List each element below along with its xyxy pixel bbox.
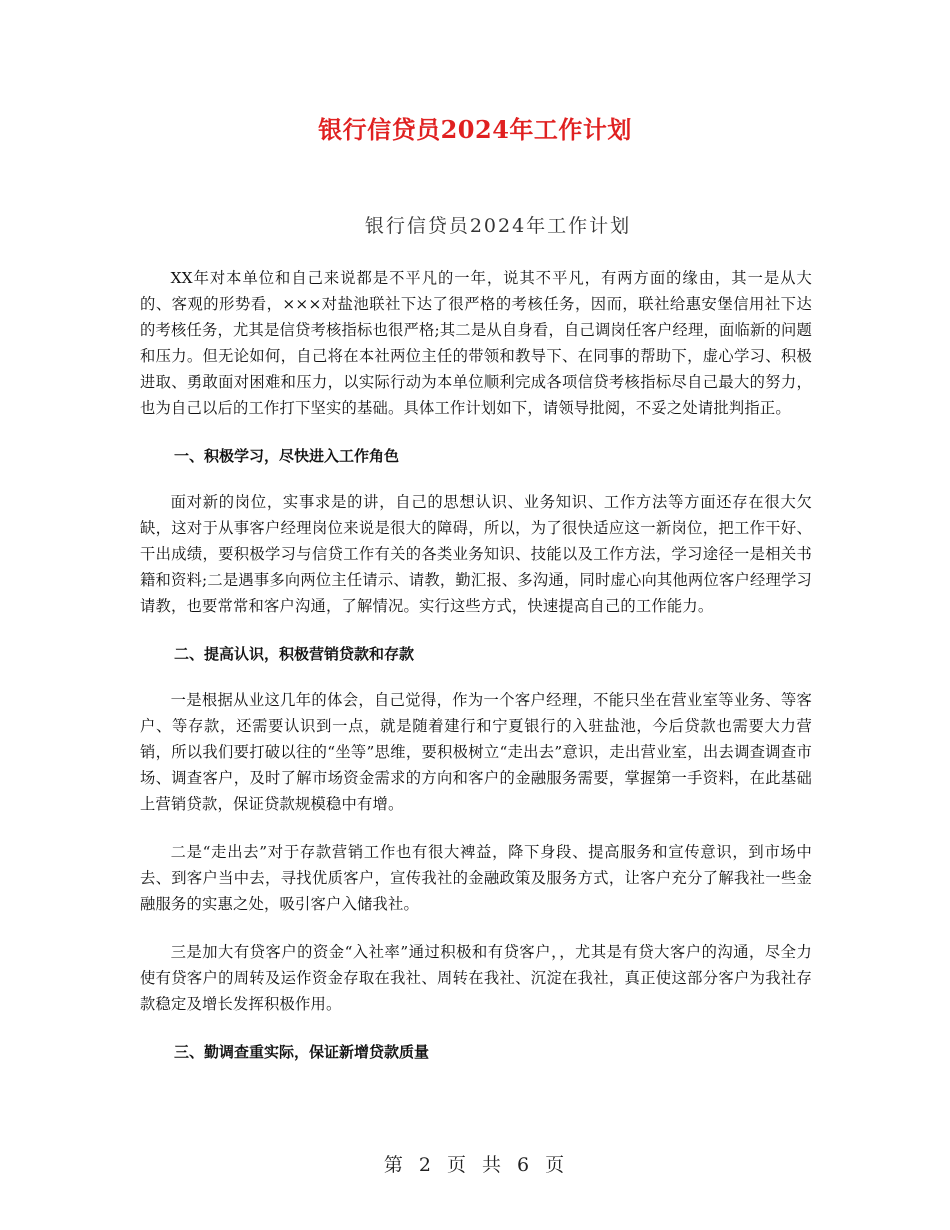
section-2-paragraph-2: 二是“走出去”对于存款营销工作也有很大裨益，降下身段、提高服务和宣传意识，到市场中去、到客户当中去，寻找优质客户，宣传我社的金融政策及服务方式，让客户充分了解我社一些金融服务的实惠之处，吸引客户入储我社。: [140, 843, 812, 913]
section-heading-3: 三、勤调查重实际，保证新增贷款质量: [174, 1043, 430, 1061]
section-2-paragraph-3: 三是加大有贷客户的资金“入社率”通过积极和有贷客户，，尤其是有贷大客户的沟通，尽全力使有贷客户的周转及运作资金存取在我社、周转在我社、沉淀在我社，真正使这部分客户为我社存款稳定及增长发挥积极作用。: [140, 943, 812, 1013]
page-number: 第 2 页 共 6 页: [383, 1154, 567, 1176]
section-1-paragraph-1: 面对新的岗位，实事求是的讲，自己的思想认识、业务知识、工作方法等方面还存在很大欠缺，这对于从事客户经理岗位来说是很大的障碍，所以，为了很快适应这一新岗位，把工作干好、干出成绩，要积极学习与信贷工作有关的各类业务知识、技能以及工作方法，学习途径一是相关书籍和资料;二是遇事多向两位主任请示、请教，勤汇报、多沟通，同时虚心向其他两位客户经理学习请教，也要常常和客户沟通，了解情况。实行这些方式，快速提高自己的工作能力。: [140, 493, 812, 615]
section-heading-1: 一、积极学习，尽快进入工作角色: [174, 447, 400, 465]
intro-paragraph: XX年对本单位和自己来说都是不平凡的一年，说其不平凡，有两方面的缘由，其一是从大的、客观的形势看，×××对盐池联社下达了很严格的考核任务，因而，联社给惠安堡信用社下达的考核任务，尤其是信贷考核指标也很严格;其二是从自身看，自己调岗任客户经理，面临新的问题和压力。但无论如何，自己将在本社两位主任的带领和教导下、在同事的帮助下，虚心学习、积极进取、勇敢面对困难和压力，以实际行动为本单位顺利完成各项信贷考核指标尽自己最大的努力，也为自己以后的工作打下坚实的基础。具体工作计划如下，请领导批阅，不妥之处请批判指正。: [140, 269, 812, 417]
document-subtitle: 银行信贷员2024年工作计划: [364, 215, 632, 237]
document-title: 银行信贷员2024年工作计划: [318, 115, 632, 144]
document-body: [140, 265, 812, 1085]
section-2-paragraph-1: 一是根据从业这几年的体会，自己觉得，作为一个客户经理，不能只坐在营业室等业务、等客户、等存款，还需要认识到一点，就是随着建行和宁夏银行的入驻盐池，今后贷款也需要大力营销，所以我们要打破以往的“坐等”思维，要积极树立“走出去”意识，走出营业室，出去调查调查市场、调查客户，及时了解市场资金需求的方向和客户的金融服务需要，掌握第一手资料，在此基础上营销贷款，保证贷款规模稳中有增。: [140, 691, 812, 813]
section-heading-2: 二、提高认识，积极营销贷款和存款: [174, 645, 415, 663]
